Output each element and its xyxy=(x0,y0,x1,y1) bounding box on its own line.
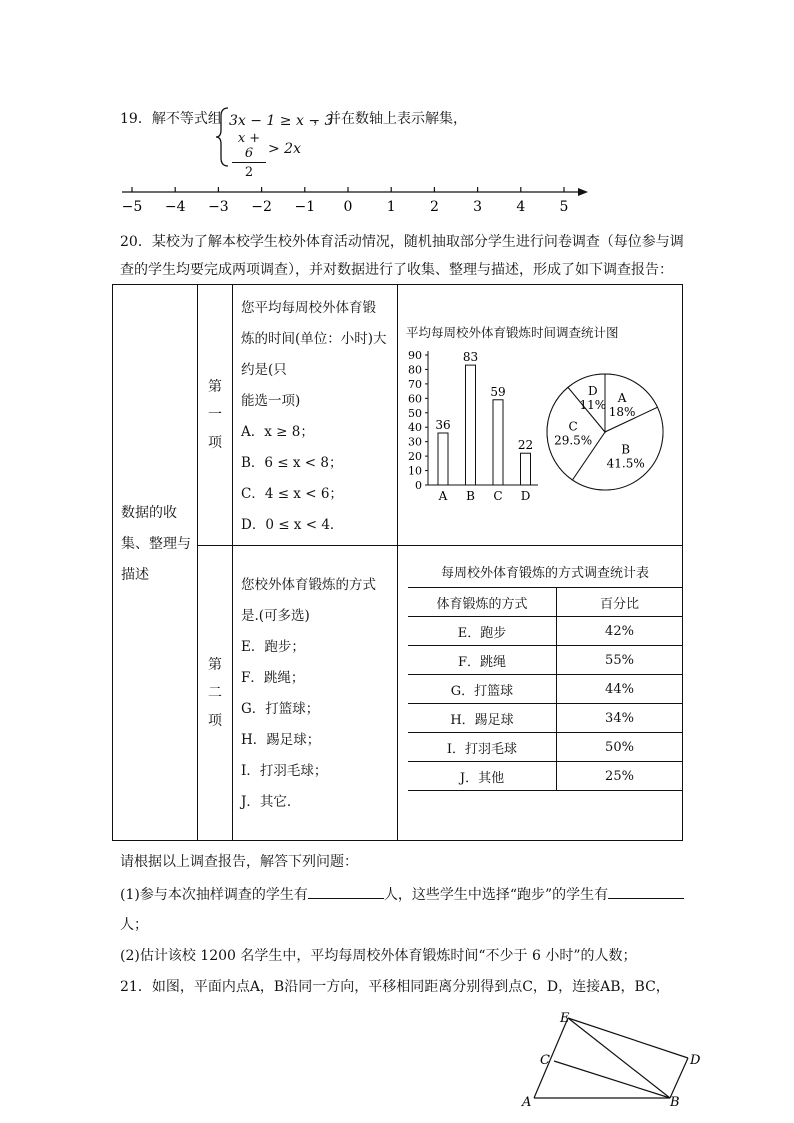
table-row xyxy=(408,646,682,675)
option-j: J．其它． xyxy=(241,794,301,810)
stat-table xyxy=(408,587,682,791)
item2-q-line: 是.(可多选) xyxy=(241,608,310,624)
bar xyxy=(466,365,476,485)
item1-q-line: 炼的时间(单位：小时)大 xyxy=(241,331,387,347)
category-label: A xyxy=(438,489,448,503)
method-cell: I．打羽毛球 xyxy=(408,733,557,762)
q21-text: 21．如图，平面内点A，B沿同一方向，平移相同距离分别得到点C，D，连接AB，BC， xyxy=(120,979,670,995)
pie-chart xyxy=(542,369,668,495)
pie-slice-label: C xyxy=(568,419,578,434)
y-tick-label: 50 xyxy=(408,406,422,420)
segment-ed xyxy=(568,1018,688,1058)
option-a: A．x ≥ 8； xyxy=(241,424,314,440)
y-tick-label: 90 xyxy=(408,349,422,362)
item1-label-cell xyxy=(198,285,233,546)
q20-part2: (2)估计该校 1200 名学生中，平均每周校外体育锻炼时间“不少于 6 小时”的人数； xyxy=(120,948,637,964)
number-line-tick-label: 4 xyxy=(516,199,526,215)
y-tick-label: 70 xyxy=(408,377,422,391)
answer-blank-1[interactable] xyxy=(308,884,384,899)
bar xyxy=(493,400,503,485)
pie-slice-value: 18% xyxy=(608,405,636,420)
stat-table-cell xyxy=(398,546,683,841)
bar-value-label: 59 xyxy=(490,384,506,399)
item1-q-line: 能选一项) xyxy=(241,393,301,409)
pie-slice-value: 29.5% xyxy=(554,433,593,448)
bar-chart xyxy=(398,345,548,505)
pie-slice-value: 11% xyxy=(579,398,607,413)
inequality-2-fraction xyxy=(232,131,266,180)
number-line-tick-label: −4 xyxy=(164,199,186,215)
method-cell: E．跑步 xyxy=(408,617,557,646)
pie-slice-value: 41.5% xyxy=(606,456,645,471)
segment-eb xyxy=(568,1018,670,1098)
y-tick-label: 30 xyxy=(408,435,422,449)
y-tick-label: 10 xyxy=(408,464,422,478)
option-h: H．踢足球； xyxy=(241,732,321,748)
bar-value-label: 36 xyxy=(435,418,451,432)
pie-slice-label: B xyxy=(621,442,631,457)
point-label-b: B xyxy=(670,1095,680,1110)
item1-question xyxy=(233,285,397,541)
option-g: G．打篮球； xyxy=(241,701,320,717)
item2-question xyxy=(233,546,397,818)
point-label-a: A xyxy=(522,1095,532,1110)
number-line-tick-label: 1 xyxy=(386,199,396,215)
q20-part1-b: 人，这些学生中选择“跑步”的学生有 xyxy=(383,887,609,903)
point-label-e: E xyxy=(560,1011,570,1026)
q20-prompt: 请根据以上调查报告，解答下列问题： xyxy=(120,854,358,870)
q20-part1-end: 人； xyxy=(120,917,148,933)
row-header: 数据的收集、整理与描述 xyxy=(121,505,191,583)
y-tick-label: 20 xyxy=(408,450,422,464)
percent-cell: 25% xyxy=(557,762,683,791)
table-row xyxy=(408,733,682,762)
survey-report-table xyxy=(112,284,683,841)
point-label-c: C xyxy=(540,1053,550,1068)
row-header-cell xyxy=(113,285,198,841)
method-cell: F．跳绳 xyxy=(408,646,557,675)
number-line xyxy=(118,180,598,220)
q20-intro-line1: 20．某校为了解本校学生校外体育活动情况，随机抽取部分学生进行问卷调查（每位参与调 xyxy=(120,234,684,250)
q20-intro-line2: 查的学生均要完成两项调查），并对数据进行了收集、整理与描述，形成了如下调查报告： xyxy=(120,262,673,278)
segment-db xyxy=(670,1058,688,1098)
item1-label: 第一项 xyxy=(208,379,222,451)
q20-part1 xyxy=(120,884,684,904)
bar-value-label: 83 xyxy=(462,350,479,365)
category-label: C xyxy=(493,489,503,503)
number-line-tick-label: 5 xyxy=(559,199,569,215)
bar-value-label: 22 xyxy=(517,438,534,453)
point-label-d: D xyxy=(690,1053,701,1068)
percent-cell: 42% xyxy=(557,617,683,646)
inequality-2-rest: > 2x xyxy=(268,141,301,157)
category-label: B xyxy=(466,489,475,503)
bar xyxy=(438,433,448,485)
option-d: D．0 ≤ x < 4． xyxy=(241,517,344,533)
stat-table-title: 每周校外体育锻炼的方式调查统计表 xyxy=(440,566,649,581)
number-line-tick-label: −3 xyxy=(208,199,229,215)
number-line-tick-label: −2 xyxy=(251,199,272,215)
number-line-tick-label: 3 xyxy=(473,199,483,215)
item2-label-cell xyxy=(198,546,233,841)
table-row xyxy=(408,704,682,733)
category-label: D xyxy=(520,489,531,503)
number-line-arrow xyxy=(578,188,588,196)
item2-label: 第二项 xyxy=(208,657,222,729)
option-i: I．打羽毛球； xyxy=(241,763,328,779)
stat-table-header xyxy=(408,588,682,617)
number-line-tick-label: 0 xyxy=(343,199,353,215)
method-cell: G．打篮球 xyxy=(408,675,557,704)
method-cell: J．其他 xyxy=(408,762,557,791)
segment-cb xyxy=(554,1061,670,1098)
bar-chart-title: 平均每周校外体育锻炼时间调查统计图 xyxy=(406,325,619,340)
option-f: F．跳绳； xyxy=(241,670,305,686)
number-line-tick-label: −1 xyxy=(294,199,316,215)
item2-question-cell xyxy=(233,546,398,841)
pie-slice-label: D xyxy=(588,384,598,399)
pie-slice-label: A xyxy=(617,391,627,406)
item1-question-cell xyxy=(233,285,398,546)
y-tick-label: 0 xyxy=(415,479,422,492)
table-row xyxy=(408,762,682,791)
fraction-numerator: x + 6 xyxy=(232,131,266,163)
table-row xyxy=(408,617,682,646)
y-tick-label: 60 xyxy=(408,392,422,406)
q21-figure xyxy=(518,1008,708,1114)
q19-prefix: 19．解不等式组 xyxy=(120,111,222,127)
method-cell: H．踢足球 xyxy=(408,704,557,733)
item1-q-line: 您平均每周校外体育锻 xyxy=(241,300,376,316)
header-method: 体育锻炼的方式 xyxy=(408,588,557,617)
y-tick-label: 40 xyxy=(408,421,422,435)
percent-cell: 50% xyxy=(557,733,683,762)
fraction-denominator: 2 xyxy=(244,165,254,180)
table-row xyxy=(408,675,682,704)
item1-q-line: 约是(只 xyxy=(241,362,287,378)
q19-suffix: ，并在数轴上表示解集， xyxy=(313,111,467,127)
option-c: C．4 ≤ x < 6； xyxy=(241,486,343,502)
option-b: B．6 ≤ x < 8； xyxy=(241,455,343,471)
percent-cell: 55% xyxy=(557,646,683,675)
header-percent: 百分比 xyxy=(557,588,683,617)
q20-part1-a: (1)参与本次抽样调查的学生有 xyxy=(120,887,308,903)
number-line-tick-label: 2 xyxy=(429,199,439,215)
answer-blank-2[interactable] xyxy=(608,884,684,899)
item2-q-line: 您校外体育锻炼的方式 xyxy=(241,577,376,593)
percent-cell: 34% xyxy=(557,704,683,733)
percent-cell: 44% xyxy=(557,675,683,704)
bar xyxy=(521,453,531,485)
y-tick-label: 80 xyxy=(408,363,422,377)
option-e: E．跑步； xyxy=(241,639,305,655)
number-line-tick-label: −5 xyxy=(121,199,143,215)
inequality-1: 3x − 1 ≥ x − 3 xyxy=(229,113,334,129)
chart-cell xyxy=(398,285,683,546)
